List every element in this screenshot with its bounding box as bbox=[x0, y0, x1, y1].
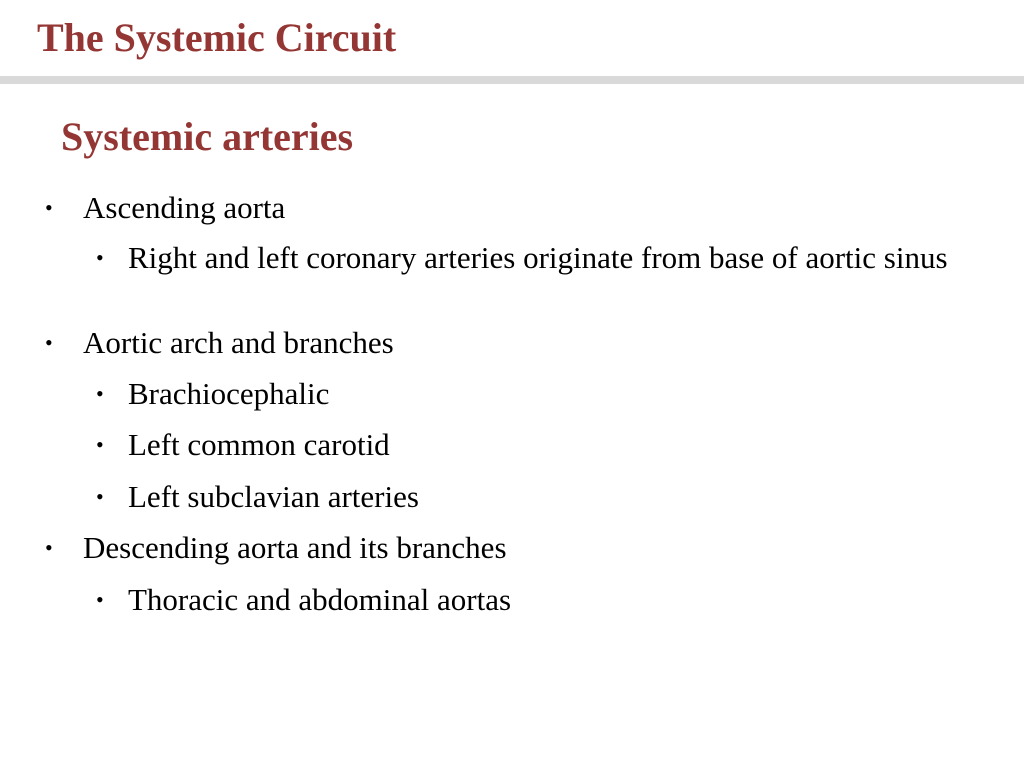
bullet-item-brachiocephalic bbox=[96, 376, 330, 411]
bullet-item-left-subclavian bbox=[96, 479, 419, 514]
bullet-text: Right and left coronary arteries originate from base of aortic sinus bbox=[128, 240, 948, 275]
bullet-dot: • bbox=[45, 330, 53, 355]
bullet-text: Descending aorta and its branches bbox=[83, 530, 507, 565]
bullet-text: Brachiocephalic bbox=[128, 376, 330, 411]
bullet-item-descending-aorta bbox=[45, 530, 507, 565]
bullet-text: Aortic arch and branches bbox=[83, 325, 394, 360]
bullet-text: Ascending aorta bbox=[83, 190, 286, 225]
bullet-dot: • bbox=[96, 432, 104, 457]
bullet-item-aortic-arch bbox=[45, 325, 394, 360]
bullet-dot: • bbox=[96, 587, 104, 612]
bullet-text: Left common carotid bbox=[128, 427, 390, 462]
bullet-item-coronary-arteries bbox=[96, 240, 988, 275]
bullet-dot: • bbox=[45, 195, 53, 220]
slide-title: The Systemic Circuit bbox=[37, 15, 397, 60]
bullet-dot: • bbox=[96, 245, 104, 270]
bullet-item-thoracic-abdominal bbox=[96, 582, 512, 617]
bullet-item-ascending-aorta bbox=[45, 190, 286, 225]
bullet-text: Thoracic and abdominal aortas bbox=[128, 582, 512, 617]
bullet-dot: • bbox=[45, 535, 53, 560]
bullet-dot: • bbox=[96, 381, 104, 406]
bullet-dot: • bbox=[96, 484, 104, 509]
bullet-text: Left subclavian arteries bbox=[128, 479, 419, 514]
bullet-item-left-common-carotid bbox=[96, 427, 390, 462]
slide-subtitle: Systemic arteries bbox=[61, 114, 354, 159]
